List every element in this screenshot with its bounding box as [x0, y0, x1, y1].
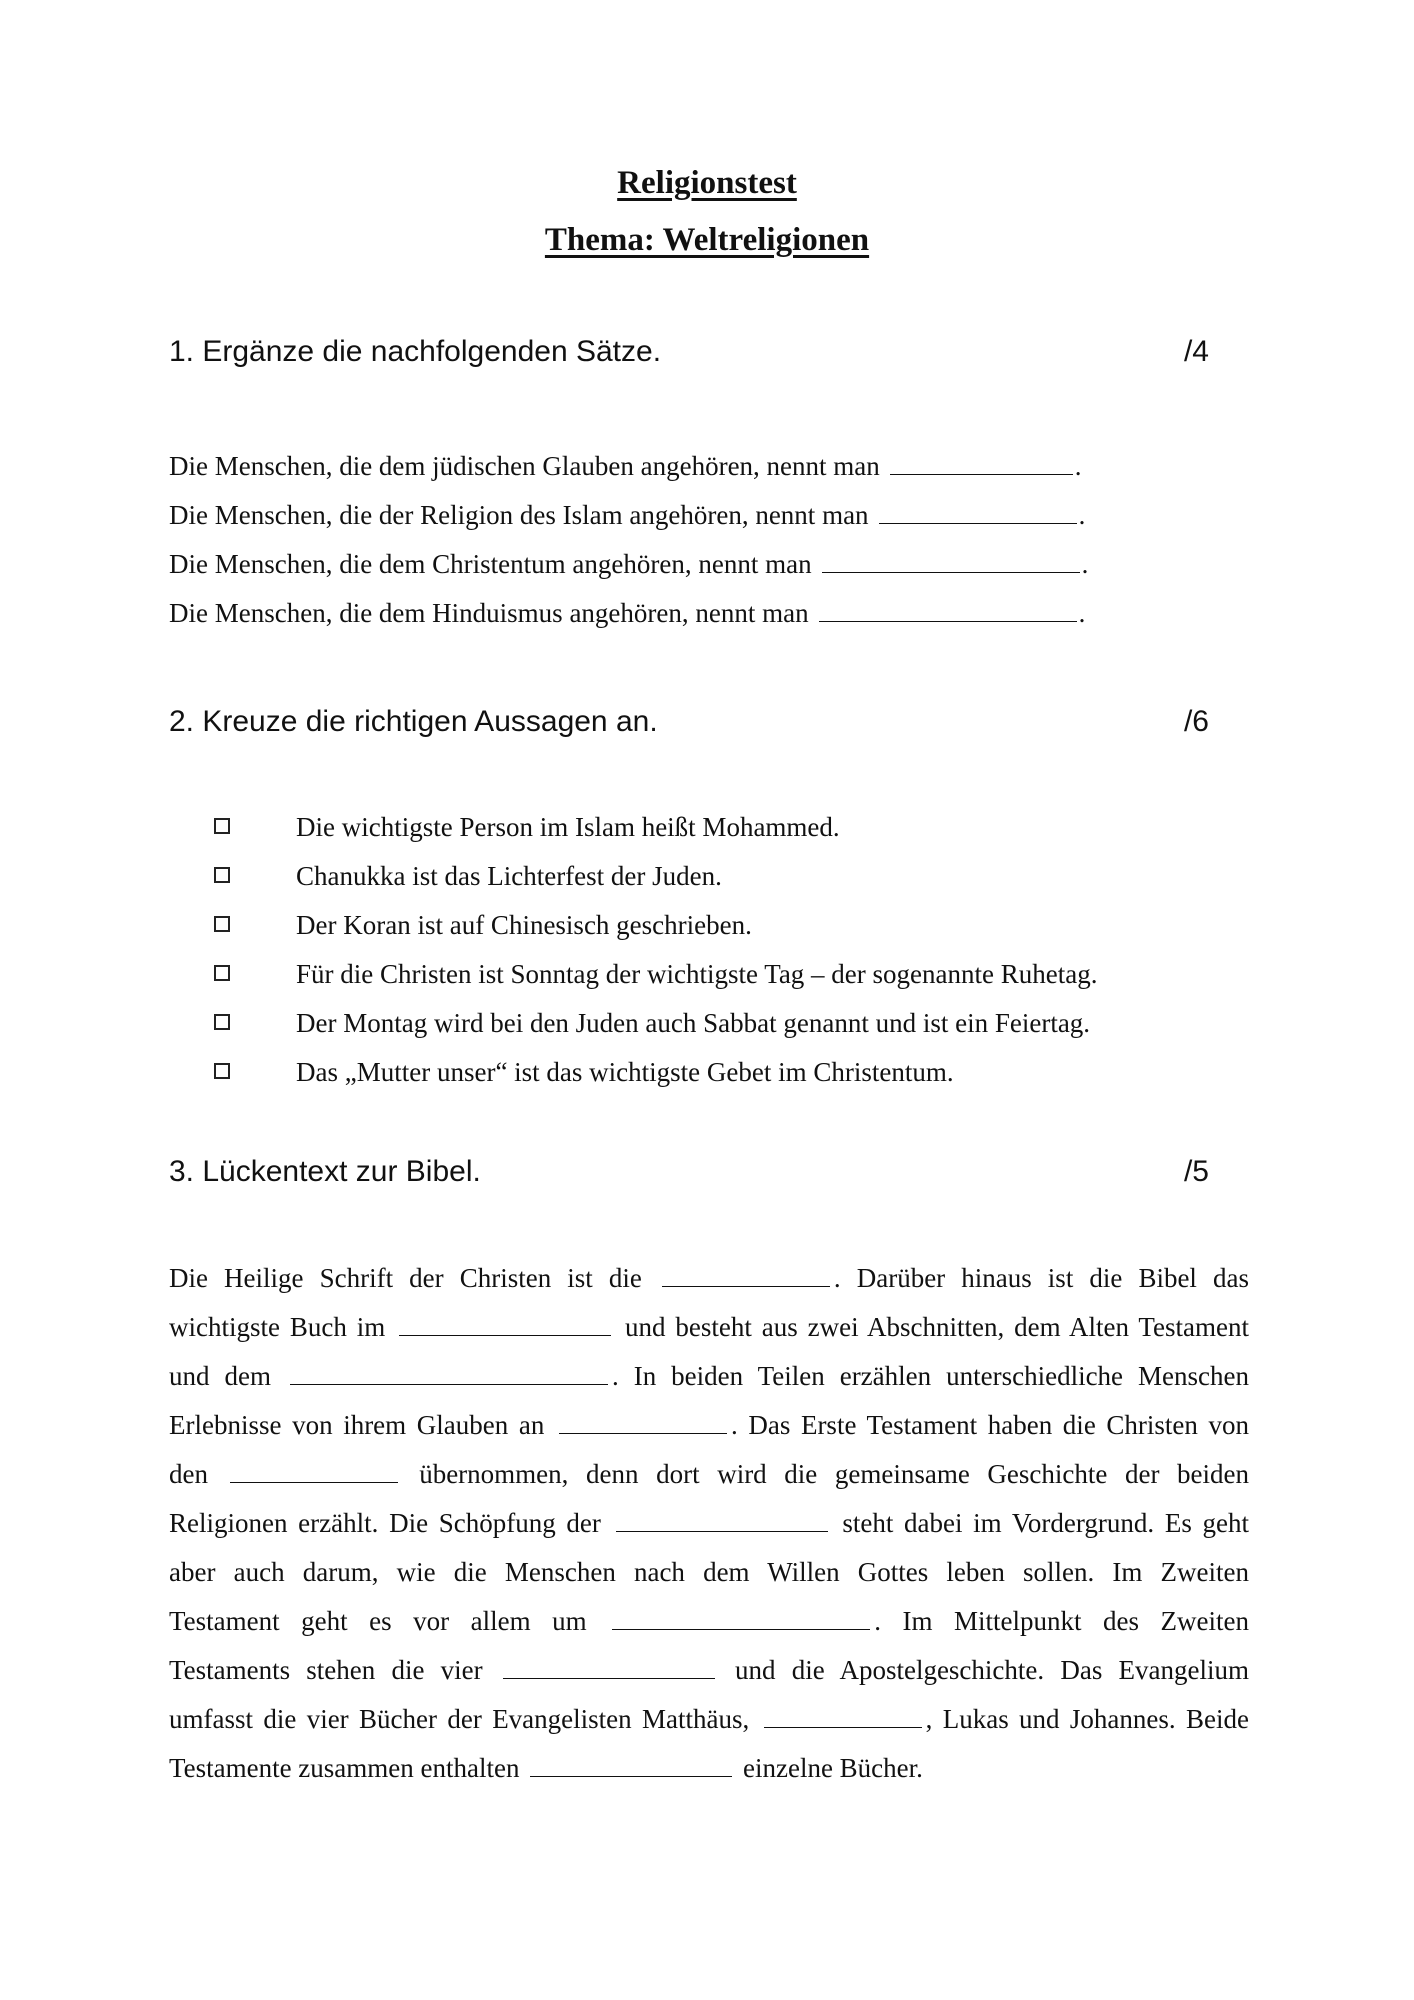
- answer-blank[interactable]: [616, 1507, 828, 1532]
- cloze-text: Testament geht es vor allem um: [169, 1606, 587, 1636]
- question-1-points: /4: [1183, 335, 1209, 368]
- cloze-line-5: [169, 1450, 1249, 1500]
- answer-blank[interactable]: [662, 1262, 830, 1287]
- answer-blank[interactable]: [822, 548, 1080, 573]
- cloze-text: einzelne Bücher.: [742, 1753, 923, 1783]
- q1-line-1: [169, 446, 1082, 486]
- answer-blank[interactable]: [503, 1654, 715, 1679]
- question-2-points: /6: [1183, 705, 1209, 738]
- cloze-text: aber auch darum, wie die Menschen nach dem Willen Gottes leben sollen. Im Zweiten: [169, 1557, 1249, 1587]
- answer-blank[interactable]: [230, 1458, 398, 1483]
- cloze-text: und dem: [169, 1361, 271, 1391]
- question-1-heading: [169, 332, 1209, 372]
- answer-blank[interactable]: [399, 1311, 611, 1336]
- answer-blank[interactable]: [559, 1409, 727, 1434]
- cloze-line-8: [169, 1597, 1249, 1647]
- statement-text: Für die Christen ist Sonntag der wichtigste Tag – der sogenannte Ruhetag.: [296, 959, 1098, 989]
- cloze-text: . Darüber hinaus ist die Bibel das: [833, 1263, 1249, 1293]
- cloze-line-9: [169, 1646, 1249, 1696]
- cloze-text: . In beiden Teilen erzählen unterschiedliche Menschen: [611, 1361, 1249, 1391]
- cloze-text: und besteht aus zwei Abschnitten, dem Alten Testament: [625, 1312, 1250, 1342]
- cloze-text: wichtigste Buch im: [169, 1312, 386, 1342]
- cloze-line-3: [169, 1352, 1249, 1402]
- statement-text: Die wichtigste Person im Islam heißt Mohammed.: [296, 812, 840, 842]
- checkbox[interactable]: [214, 867, 230, 883]
- cloze-line-2: [169, 1303, 1249, 1353]
- question-3-points: /5: [1183, 1155, 1209, 1188]
- q1-line-2-end: .: [1078, 500, 1086, 530]
- cloze-line-11: [169, 1744, 1249, 1794]
- cloze-text: Testaments stehen die vier: [169, 1655, 483, 1685]
- cloze-text: übernommen, denn dort wird die gemeinsame Geschichte der beiden: [419, 1459, 1250, 1489]
- cloze-line-1: [169, 1254, 1249, 1304]
- cloze-text: Testamente zusammen enthalten: [169, 1753, 520, 1783]
- cloze-line-7: [169, 1548, 1249, 1598]
- q1-line-2-text: Die Menschen, die der Religion des Islam angehören, nennt man: [169, 500, 869, 530]
- question-3-text: 3. Lückentext zur Bibel.: [169, 1155, 481, 1188]
- statement-text: Der Koran ist auf Chinesisch geschrieben.: [296, 910, 752, 940]
- q1-line-3-end: .: [1081, 549, 1089, 579]
- answer-blank[interactable]: [764, 1703, 922, 1728]
- checkbox[interactable]: [214, 818, 230, 834]
- page-subtitle: Thema: Weltreligionen: [544, 222, 870, 258]
- cloze-line-4: [169, 1401, 1249, 1451]
- statement-text: Das „Mutter unser“ ist das wichtigste Gebet im Christentum.: [296, 1057, 954, 1087]
- cloze-text: Erlebnisse von ihrem Glauben an: [169, 1410, 545, 1440]
- answer-blank[interactable]: [612, 1605, 870, 1630]
- checkbox[interactable]: [214, 1014, 230, 1030]
- statement-text: Chanukka ist das Lichterfest der Juden.: [296, 861, 722, 891]
- q1-line-2: [169, 495, 1085, 535]
- cloze-text: steht dabei im Vordergrund. Es geht: [842, 1508, 1250, 1538]
- cloze-text: , Lukas und Johannes. Beide: [925, 1704, 1249, 1734]
- checkbox[interactable]: [214, 1063, 230, 1079]
- q1-line-4: [169, 593, 1085, 633]
- checkbox[interactable]: [214, 916, 230, 932]
- page-title: Religionstest: [617, 165, 797, 201]
- q1-line-1-text: Die Menschen, die dem jüdischen Glauben angehören, nennt man: [169, 451, 880, 481]
- cloze-line-10: [169, 1695, 1249, 1745]
- question-1-text: 1. Ergänze die nachfolgenden Sätze.: [169, 335, 662, 368]
- cloze-text: Religionen erzählt. Die Schöpfung der: [169, 1508, 601, 1538]
- question-2-heading: [169, 702, 1209, 742]
- question-2-text: 2. Kreuze die richtigen Aussagen an.: [169, 705, 658, 738]
- checkbox[interactable]: [214, 965, 230, 981]
- statement-text: Der Montag wird bei den Juden auch Sabbat genannt und ist ein Feiertag.: [296, 1008, 1091, 1038]
- q1-line-4-end: .: [1078, 598, 1086, 628]
- q1-line-3-text: Die Menschen, die dem Christentum angehören, nennt man: [169, 549, 812, 579]
- cloze-text: Die Heilige Schrift der Christen ist die: [169, 1263, 642, 1293]
- cloze-text: und die Apostelgeschichte. Das Evangelium: [735, 1655, 1249, 1685]
- q1-line-4-text: Die Menschen, die dem Hinduismus angehören, nennt man: [169, 598, 809, 628]
- q1-line-3: [169, 544, 1088, 584]
- cloze-text: . Im Mittelpunkt des Zweiten: [874, 1606, 1249, 1636]
- question-3-heading: [169, 1152, 1209, 1192]
- q1-line-1-end: .: [1074, 451, 1082, 481]
- cloze-text: umfasst die vier Bücher der Evangelisten Matthäus,: [169, 1704, 750, 1734]
- answer-blank[interactable]: [879, 499, 1077, 524]
- answer-blank[interactable]: [819, 597, 1077, 622]
- answer-blank[interactable]: [290, 1360, 608, 1385]
- cloze-text: den: [169, 1459, 208, 1489]
- cloze-text: . Das Erste Testament haben die Christen von: [730, 1410, 1250, 1440]
- answer-blank[interactable]: [890, 450, 1073, 475]
- cloze-line-6: [169, 1499, 1249, 1549]
- answer-blank[interactable]: [530, 1752, 732, 1777]
